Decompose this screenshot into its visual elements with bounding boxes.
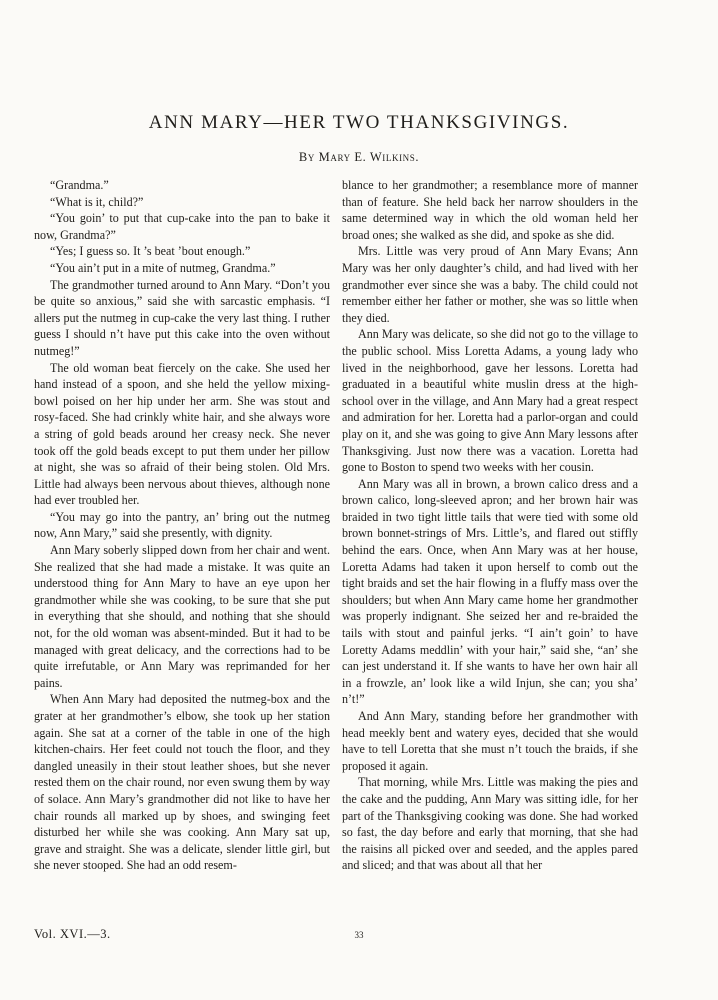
- left-column: [34, 177, 330, 874]
- paragraph-continued: blance to her grandmother; a resemblance more of manner than of feature. She held back her narrow shoulders in the same determined way in which the old woman held her broad ones; she walked as she did, and spoke as she did.: [342, 178, 638, 242]
- paragraph: “You goin’ to put that cup-cake into the pan to bake it now, Grandma?”: [34, 211, 330, 242]
- article-title: ANN MARY—HER TWO THANKSGIVINGS.: [148, 112, 570, 133]
- article-byline: By Mary E. Wilkins.: [298, 150, 420, 164]
- paragraph: When Ann Mary had deposited the nutmeg-box and the grater at her grandmother’s elbow, she took up her station again. She sat at a corner of the table in one of the high kitchen-chairs. Her feet could not touch the floor, and they dangled uneasily in their stout leather shoes, but she never rested them on the chair round, nor even swung them by way of solace. Ann Mary’s grandmother did not like to have her chair rounds all marked up by shoes, and swinging feet disturbed her while she was cooking. Ann Mary sat up, grave and straight. She was a delicate, slender little girl, but she never stooped. She had an odd resem-: [34, 692, 330, 873]
- paragraph: Ann Mary was all in brown, a brown calico dress and a brown calico, long-sleeved apron; and her brown hair was braided in two tight little tails that were tied with some old brown bonnet-strings of Mrs. Little’s, and flared out stiffly behind the ears. Once, when Ann Mary was at her house, Loretta Adams had taken it upon herself to comb out the tight braids and set the hair flowing in a fluffy mass over the shoulders; but when Ann Mary came home her grandmother was properly indignant. She seized her and re-braided the tails with stout and painful jerks. “I ain’t goin’ to have Loretty Adams meddlin’ with your hair,” said she, “an’ she can jest understand it. If she wants to have her own hair all in a frowzle, an’ look like a wild Injun, she can; you sha’ n’t!”: [342, 476, 638, 707]
- page-number: 33: [354, 930, 364, 940]
- right-column: [342, 177, 638, 874]
- paragraph: “Yes; I guess so. It ’s beat ’bout enough.”: [50, 244, 251, 259]
- paragraph: The grandmother turned around to Ann Mary. “Don’t you be quite so anxious,” said she with sarcastic emphasis. “I allers put the nutmeg in cup-cake the very last thing. I ruther guess I should n’t have put this cake into the oven without nutmeg!”: [34, 277, 330, 358]
- paragraph: Ann Mary was delicate, so she did not go to the village to the public school. Miss Loretta Adams, a young lady who lived in the neighborhood, gave her lessons. Loretta had graduated in a beautiful white muslin dress at the high-school over in the village, and Ann Mary had a great respect and admiration for her. Loretta had a parlor-organ and could play on it, and she was going to give Ann Mary lessons after Thanksgiving. Just now there was a vacation. Loretta had gone to Boston to spend two weeks with her cousin.: [342, 327, 638, 475]
- paragraph: Mrs. Little was very proud of Ann Mary Evans; Ann Mary was her only daughter’s child, and had lived with her grandmother ever since she was a baby. The child could not remember either her father or mother, she was so little when they died.: [342, 244, 638, 325]
- paragraph: “What is it, child?”: [50, 194, 144, 209]
- paragraph: That morning, while Mrs. Little was making the pies and the cake and the pudding, Ann Mary was sitting idle, for her part of the Thanksgiving cooking was done. She had worked so fast, the day before and early that morning, that she had the raisins all picked over and seeded, and the apples pared and sliced; and that was about all that her: [342, 775, 638, 873]
- paragraph: “You may go into the pantry, an’ bring out the nutmeg now, Ann Mary,” said she presently, with dignity.: [34, 509, 330, 541]
- paragraph: The old woman beat fiercely on the cake. She used her hand instead of a spoon, and she held the yellow mixing-bowl poised on her hip under her arm. She was stout and rosy-faced. She had crinkly white hair, and she always wore a string of gold beads around her creasy neck. She never took off the gold beads except to put them under her pillow at night, she was so afraid of their being stolen. Old Mrs. Little had always been nervous about thieves, although none had ever troubled her.: [34, 360, 330, 508]
- paragraph: Ann Mary soberly slipped down from her chair and went. She realized that she had made a mistake. It was quite an understood thing for Ann Mary to have an eye upon her grandmother while she was cooking, to be sure that she put in everything that she should, and nothing that she should not, for the old woman was absent-minded. But it had to be managed with great delicacy, and the corrections had to be quite irrefutable, or Ann Mary was reprimanded for her pains.: [34, 543, 330, 690]
- volume-label: Vol. XVI.—3.: [34, 927, 111, 941]
- paragraph: And Ann Mary, standing before her grandmother with head meekly bent and watery eyes, decided that she would have to tell Loretta that she must n’t touch the braids, if she proposed it again.: [342, 709, 638, 773]
- paragraph: “You ain’t put in a mite of nutmeg, Grandma.”: [50, 260, 276, 275]
- paragraph: “Grandma.”: [50, 178, 109, 192]
